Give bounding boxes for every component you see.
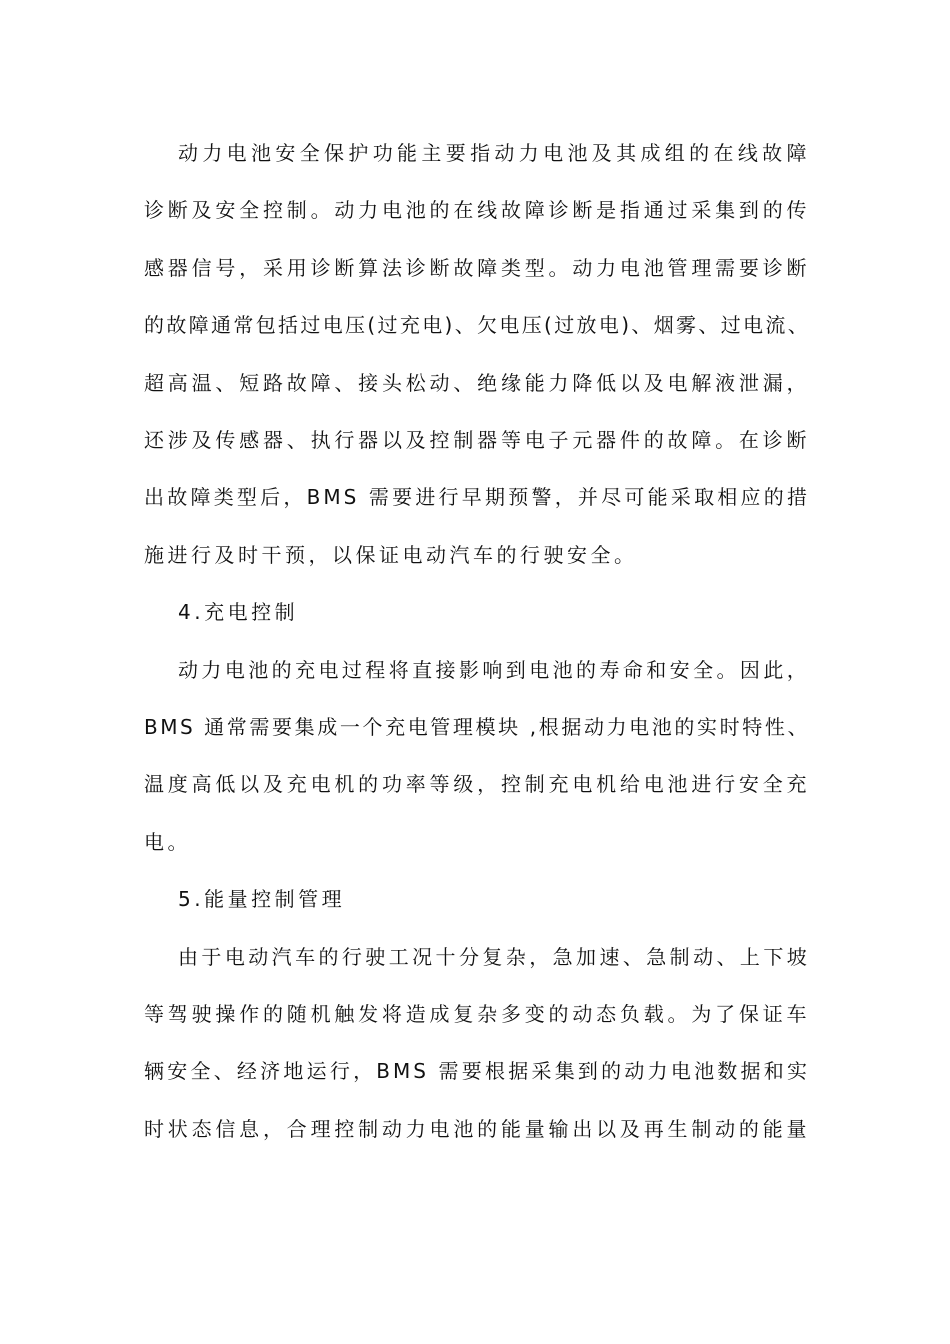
section-heading: 5.能量控制管理 bbox=[178, 887, 346, 911]
paragraph-line: 等驾驶操作的随机触发将造成复杂多变的动态负载。为了保证车 bbox=[144, 1002, 810, 1026]
paragraph-line: 还涉及传感器、执行器以及控制器等电子元器件的故障。在诊断 bbox=[144, 428, 810, 452]
paragraph-line: 动力电池的充电过程将直接影响到电池的寿命和安全。因此， bbox=[178, 658, 810, 682]
paragraph-line: 出故障类型后，BMS 需要进行早期预警，并尽可能采取相应的措 bbox=[144, 485, 810, 509]
paragraph-line: 动力电池安全保护功能主要指动力电池及其成组的在线故障 bbox=[178, 141, 810, 165]
paragraph-line: 电。 bbox=[144, 830, 191, 854]
paragraph-line: 温度高低以及充电机的功率等级，控制充电机给电池进行安全充 bbox=[144, 772, 810, 796]
paragraph-line: 由于电动汽车的行驶工况十分复杂，急加速、急制动、上下坡 bbox=[178, 945, 810, 969]
paragraph-line: 施进行及时干预，以保证电动汽车的行驶安全。 bbox=[144, 543, 638, 567]
paragraph-line: BMS 通常需要集成一个充电管理模块 ,根据动力电池的实时特性、 bbox=[144, 715, 810, 739]
section-heading: 4.充电控制 bbox=[178, 600, 299, 624]
paragraph-line: 时状态信息，合理控制动力电池的能量输出以及再生制动的能量 bbox=[144, 1117, 810, 1141]
paragraph-line: 辆安全、经济地运行，BMS 需要根据采集到的动力电池数据和实 bbox=[144, 1059, 810, 1083]
paragraph-line: 诊断及安全控制。动力电池的在线故障诊断是指通过采集到的传 bbox=[144, 198, 810, 222]
paragraph-line: 超高温、短路故障、接头松动、绝缘能力降低以及电解液泄漏， bbox=[144, 371, 810, 395]
paragraph-line: 的故障通常包括过电压(过充电)、欠电压(过放电)、烟雾、过电流、 bbox=[144, 313, 810, 337]
paragraph-line: 感器信号，采用诊断算法诊断故障类型。动力电池管理需要诊断 bbox=[144, 256, 810, 280]
